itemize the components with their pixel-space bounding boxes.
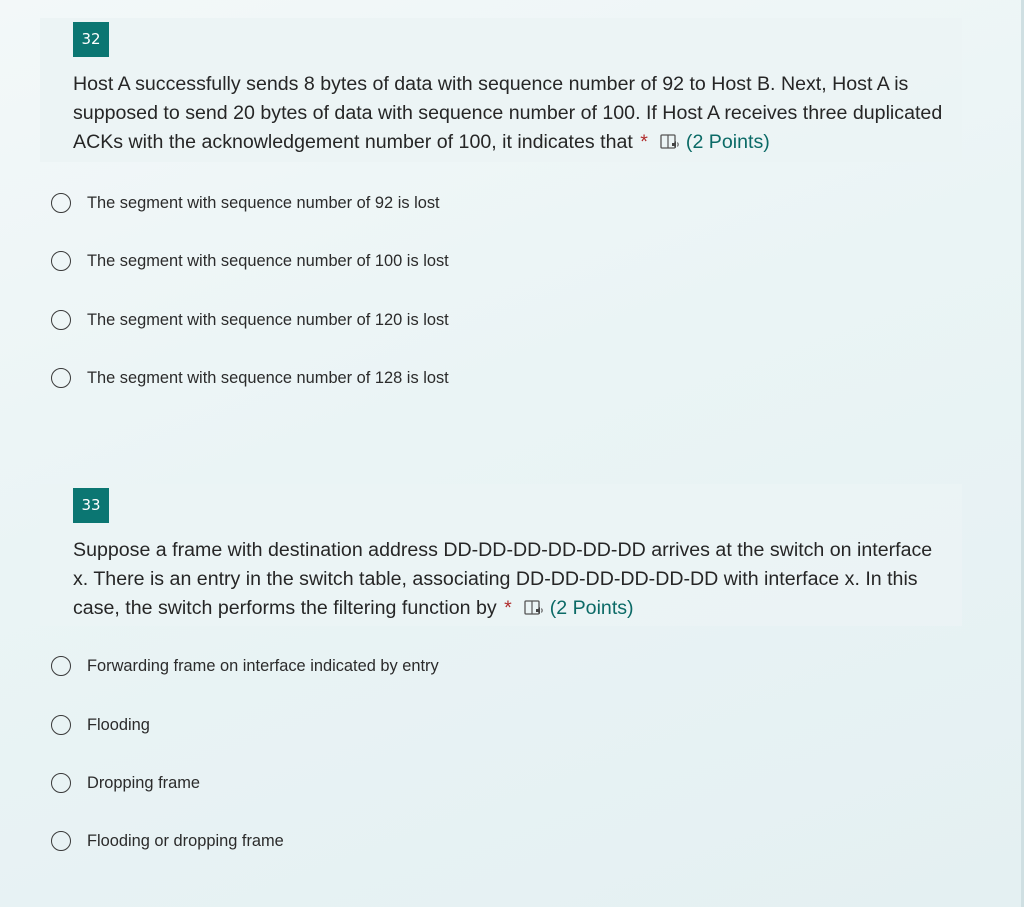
question-text	[73, 536, 943, 626]
required-asterisk: *	[640, 131, 648, 153]
radio-button[interactable]	[51, 368, 71, 388]
answer-option[interactable]	[51, 713, 150, 737]
answer-option[interactable]	[51, 308, 449, 332]
required-asterisk: *	[504, 597, 512, 619]
question-number: 32	[73, 22, 109, 57]
answer-option[interactable]	[51, 829, 284, 853]
answer-option[interactable]	[51, 366, 449, 390]
question-number: 33	[73, 488, 109, 523]
option-label: Forwarding frame on interface indicated by entry	[87, 656, 439, 675]
option-label: Flooding or dropping frame	[87, 831, 284, 850]
option-label: Flooding	[87, 715, 150, 734]
points-label: (2 Points)	[549, 597, 634, 619]
radio-button[interactable]	[51, 715, 71, 735]
question-33-card	[40, 484, 962, 626]
question-text	[73, 70, 943, 160]
answer-option[interactable]	[51, 191, 440, 215]
radio-button[interactable]	[51, 656, 71, 676]
answer-option[interactable]	[51, 654, 439, 678]
question-prompt: Host A successfully sends 8 bytes of data with sequence number of 92 to Host B. Next, Host A is supposed to send 20 bytes of data with sequence number of 100. If Host A receives three duplicated ACKs with the acknowledgement number of 100, it indicates that	[73, 73, 943, 153]
option-label: The segment with sequence number of 120 is lost	[87, 310, 449, 329]
answer-option[interactable]	[51, 249, 449, 273]
immersive-reader-icon[interactable]	[524, 597, 544, 626]
points-label: (2 Points)	[685, 131, 770, 153]
option-label: The segment with sequence number of 92 is lost	[87, 193, 440, 212]
question-32-card	[40, 18, 962, 162]
radio-button[interactable]	[51, 251, 71, 271]
radio-button[interactable]	[51, 193, 71, 213]
answer-option[interactable]	[51, 771, 200, 795]
question-prompt: Suppose a frame with destination address DD-DD-DD-DD-DD-DD arrives at the switch on interface x. There is an entry in the switch table, associating DD-DD-DD-DD-DD-DD with interface x. In this case, the switch performs the filtering function by	[73, 539, 933, 619]
option-label: Dropping frame	[87, 773, 200, 792]
radio-button[interactable]	[51, 773, 71, 793]
radio-button[interactable]	[51, 831, 71, 851]
option-label: The segment with sequence number of 128 is lost	[87, 368, 449, 387]
radio-button[interactable]	[51, 310, 71, 330]
immersive-reader-icon[interactable]	[660, 131, 680, 160]
option-label: The segment with sequence number of 100 is lost	[87, 251, 449, 270]
